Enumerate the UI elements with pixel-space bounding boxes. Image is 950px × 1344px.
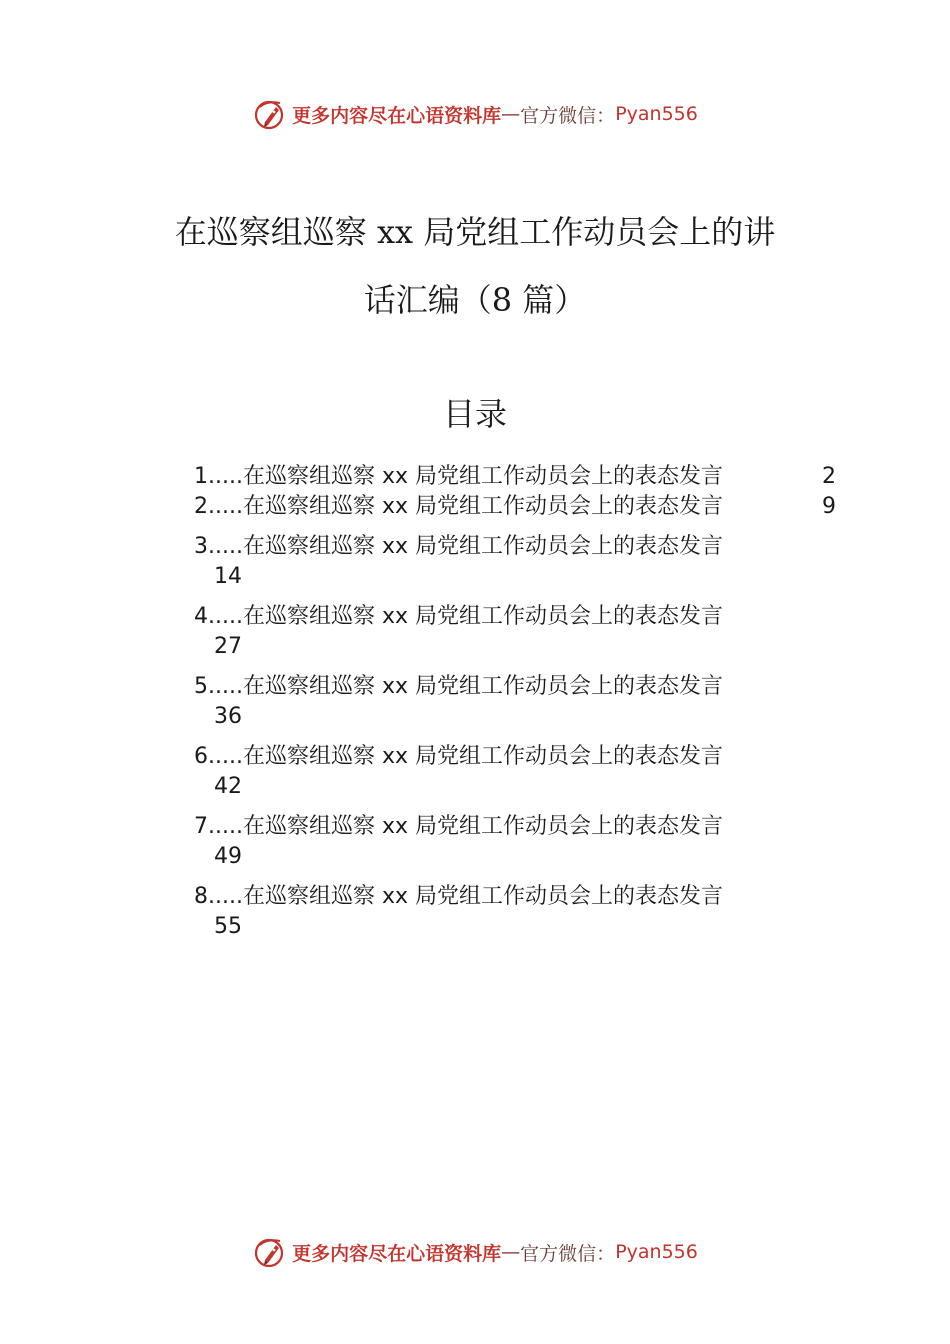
toc-entry-label: 7.....在巡察组巡察 xx 局党组工作动员会上的表态发言 [194,814,723,839]
toc-entry-6[interactable] [194,742,844,802]
toc-entry-label: 5.....在巡察组巡察 xx 局党组工作动员会上的表态发言 [194,674,723,699]
wechat-account: Pyan556 [615,103,698,125]
document-title-line-1: 在巡察组巡察 xx 局党组工作动员会上的讲 [174,213,776,251]
toc-entry-label: 8.....在巡察组巡察 xx 局党组工作动员会上的表态发言 [194,884,723,909]
wechat-label: 官方微信： [520,1242,616,1265]
toc-entry-page: 27 [214,634,242,659]
toc-entry-label: 4.....在巡察组巡察 xx 局党组工作动员会上的表态发言 [194,604,723,629]
fountain-pen-logo-icon [252,1235,286,1269]
wechat-label: 官方微信： [520,104,616,127]
promo-dash: — [501,103,521,125]
fountain-pen-logo-icon [252,97,286,131]
footer-banner [0,1232,950,1272]
toc-entry-2[interactable] [194,492,844,522]
toc-entry-1[interactable] [194,462,844,492]
promo-text: 更多内容尽在心语资料库 [292,1242,502,1265]
toc-entry-page: 55 [214,914,242,939]
toc-entry-label: 6.....在巡察组巡察 xx 局党组工作动员会上的表态发言 [194,744,723,769]
toc-entry-page: 9 [822,494,836,519]
toc-entry-7[interactable] [194,812,844,872]
wechat-account: Pyan556 [615,1241,698,1263]
toc-entry-page: 2 [822,464,836,489]
document-title-line-2: 话汇编（8 篇） [363,281,587,319]
table-of-contents [194,462,844,952]
toc-heading: 目录 [442,395,507,433]
toc-entry-label: 2.....在巡察组巡察 xx 局党组工作动员会上的表态发言 [194,494,723,519]
toc-entry-4[interactable] [194,602,844,662]
toc-entry-8[interactable] [194,882,844,942]
toc-entry-page: 14 [214,564,242,589]
promo-dash: — [501,1241,521,1263]
toc-entry-page: 36 [214,704,242,729]
header-banner [0,94,950,134]
promo-text: 更多内容尽在心语资料库 [292,104,502,127]
toc-entry-3[interactable] [194,532,844,592]
toc-entry-page: 42 [214,774,242,799]
toc-entry-page: 49 [214,844,242,869]
toc-entry-label: 1.....在巡察组巡察 xx 局党组工作动员会上的表态发言 [194,464,723,489]
toc-entry-5[interactable] [194,672,844,732]
toc-entry-label: 3.....在巡察组巡察 xx 局党组工作动员会上的表态发言 [194,534,723,559]
